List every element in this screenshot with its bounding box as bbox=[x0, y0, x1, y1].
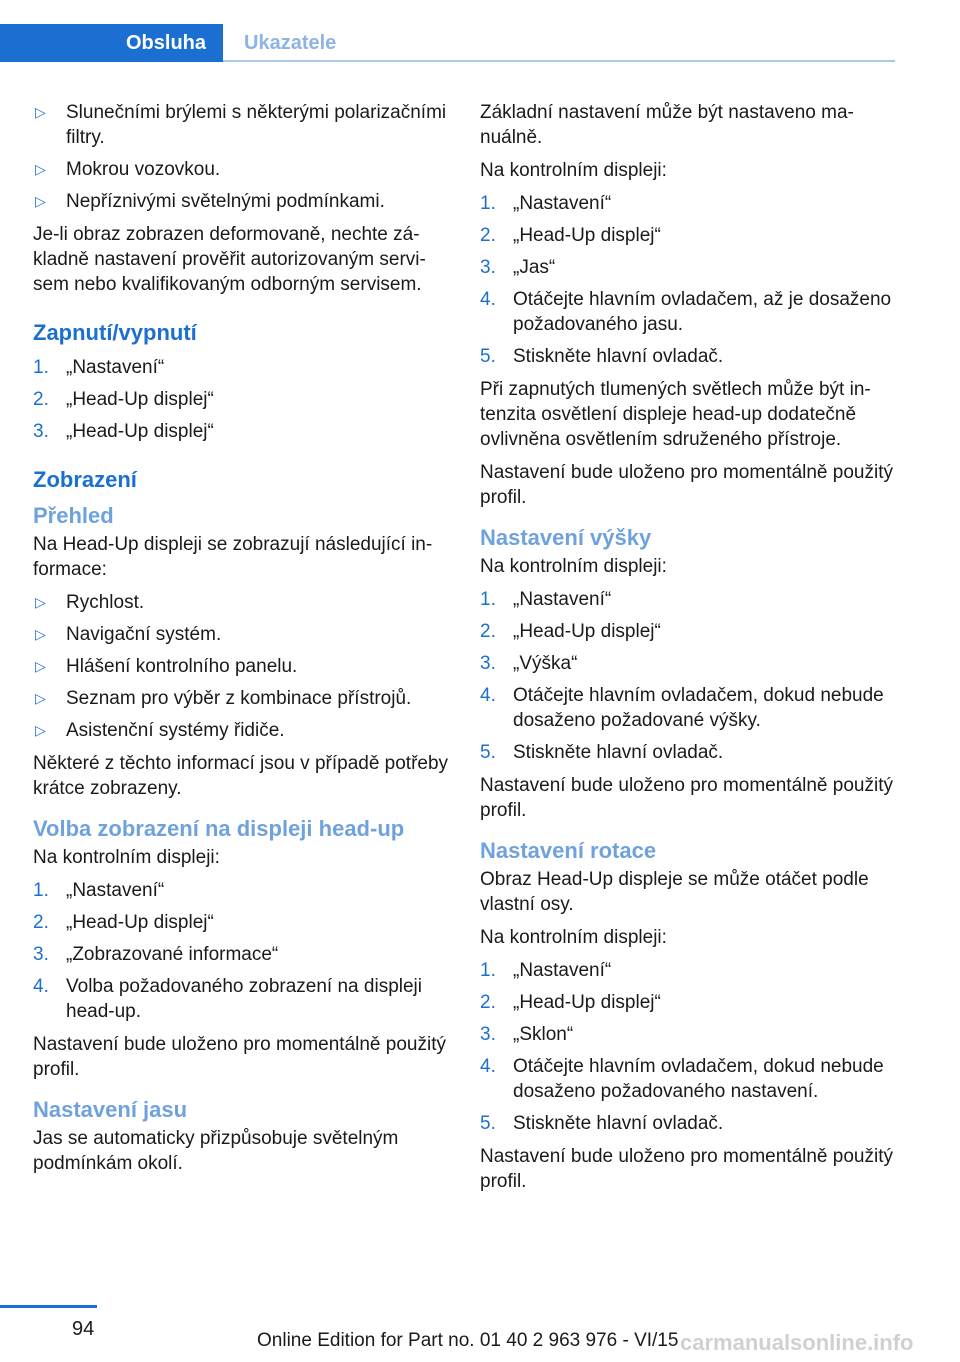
paragraph: Na kontrolním displeji: bbox=[33, 847, 220, 868]
list-item: ▷ Hlášení kontrolního panelu. bbox=[35, 656, 298, 677]
paragraph: Nastavení bude uloženo pro momentálně použitý profil. bbox=[480, 462, 893, 508]
bullet-list-info bbox=[33, 590, 449, 743]
paragraph: Nastavení bude uloženo pro momentálně použitý profil. bbox=[480, 1146, 893, 1192]
steps-choice bbox=[33, 878, 449, 1024]
header-divider bbox=[223, 60, 895, 62]
step-item: 1. „Nastavení“ bbox=[33, 357, 165, 378]
steps-rotation bbox=[480, 958, 896, 1136]
list-item: ▷ Mokrou vozovkou. bbox=[35, 159, 221, 180]
step-item: 2. „Head-Up displej“ bbox=[480, 621, 661, 642]
paragraph: Při zapnutých tlumených světlech může být intenzita osvětlení displeje head-up dodatečně ovlivněna osvětlením sdruženého přístroje. bbox=[480, 379, 871, 450]
triangle-right-icon: ▷ bbox=[35, 193, 46, 209]
subsection-heading: Nastavení výšky bbox=[480, 525, 652, 550]
watermark: carmanualsonline.info bbox=[680, 1330, 914, 1355]
step-item: 1. „Nastavení“ bbox=[480, 589, 612, 610]
footer-divider bbox=[0, 1305, 97, 1308]
page-number: 94 bbox=[72, 1318, 95, 1340]
step-item: 1. „Nastavení“ bbox=[480, 960, 612, 981]
step-item: 3. „Head-Up displej“ bbox=[33, 421, 214, 442]
list-item: ▷ Navigační systém. bbox=[35, 624, 222, 645]
paragraph: Je-li obraz zobrazen deformovaně, nechte základně nastavení prověřit autorizovaným servisem nebo kvalifikovaným odborným servisem. bbox=[33, 224, 426, 295]
paragraph: Nastavení bude uloženo pro momentálně použitý profil. bbox=[33, 1034, 446, 1080]
paragraph: Některé z těchto informací jsou v případě potřeby krátce zobrazeny. bbox=[33, 753, 449, 799]
step-item: 4. Volba požadovaného zobrazení na displeji head-up. bbox=[33, 976, 422, 1022]
triangle-right-icon: ▷ bbox=[35, 722, 46, 738]
step-item: 3. „Jas“ bbox=[480, 257, 556, 278]
triangle-right-icon: ▷ bbox=[35, 658, 46, 674]
triangle-right-icon: ▷ bbox=[35, 690, 46, 706]
step-item: 2. „Head-Up displej“ bbox=[33, 912, 214, 933]
paragraph: Na kontrolním displeji: bbox=[480, 927, 667, 948]
steps-brightness bbox=[480, 191, 896, 369]
triangle-right-icon: ▷ bbox=[35, 104, 46, 120]
header-tabs bbox=[0, 24, 895, 62]
steps-height bbox=[480, 587, 896, 765]
step-item: 5. Stiskněte hlavní ovladač. bbox=[480, 742, 724, 763]
step-item: 5. Stiskněte hlavní ovladač. bbox=[480, 1113, 724, 1134]
triangle-right-icon: ▷ bbox=[35, 594, 46, 610]
edition-text: Online Edition for Part no. 01 40 2 963 976 - VI/15 bbox=[257, 1330, 679, 1351]
step-item: 5. Stiskněte hlavní ovladač. bbox=[480, 346, 724, 367]
paragraph: Jas se automaticky přizpůsobuje světelným podmínkám okolí. bbox=[33, 1128, 399, 1174]
step-item: 4. Otáčejte hlavním ovladačem, dokud nebude dosaženo požadovaného nastavení. bbox=[480, 1056, 884, 1102]
paragraph: Na kontrolním displeji: bbox=[480, 160, 667, 181]
step-item: 3. „Výška“ bbox=[480, 653, 578, 674]
steps-onoff bbox=[33, 355, 449, 444]
triangle-right-icon: ▷ bbox=[35, 161, 46, 177]
step-item: 4. Otáčejte hlavním ovladačem, dokud nebude dosaženo požadované výšky. bbox=[480, 685, 884, 731]
step-item: 3. „Sklon“ bbox=[480, 1024, 574, 1045]
paragraph: Na kontrolním displeji: bbox=[480, 556, 667, 577]
tab-ukazatele[interactable]: Ukazatele bbox=[244, 31, 337, 54]
list-item: ▷ Nepříznivými světelnými podmínkami. bbox=[35, 191, 385, 212]
step-item: 4. Otáčejte hlavním ovladačem, až je dosaženo požadovaného jasu. bbox=[480, 289, 892, 335]
triangle-right-icon: ▷ bbox=[35, 626, 46, 642]
paragraph: Na Head-Up displeji se zobrazují následující informace: bbox=[33, 534, 433, 580]
subsection-heading: Nastavení rotace bbox=[480, 838, 657, 863]
step-item: 3. „Zobrazované informace“ bbox=[33, 944, 279, 965]
subsection-heading: Nastavení jasu bbox=[33, 1097, 188, 1122]
list-item: ▷ Seznam pro výběr z kombinace přístrojů. bbox=[35, 688, 412, 709]
paragraph: Obraz Head-Up displeje se může otáčet podle vlastní osy. bbox=[480, 869, 869, 915]
step-item: 1. „Nastavení“ bbox=[480, 193, 612, 214]
subsection-heading: Volba zobrazení na displeji head-up bbox=[33, 816, 405, 841]
subsection-heading: Přehled bbox=[33, 503, 114, 528]
bullet-list-conditions bbox=[33, 100, 449, 214]
step-item: 2. „Head-Up displej“ bbox=[33, 389, 214, 410]
list-item: ▷ Asistenční systémy řidiče. bbox=[35, 720, 285, 741]
list-item: ▷ Slunečními brýlemi s některými polarizačními filtry. bbox=[35, 102, 447, 148]
section-heading: Zapnutí/vypnutí bbox=[33, 320, 197, 345]
paragraph: Základní nastavení může být nastaveno manuálně. bbox=[480, 102, 854, 148]
tab-obsluha[interactable]: Obsluha bbox=[0, 24, 223, 62]
left-column bbox=[33, 100, 449, 1184]
list-item: ▷ Rychlost. bbox=[35, 592, 145, 613]
right-column bbox=[480, 100, 896, 1202]
section-heading: Zobrazení bbox=[33, 467, 137, 492]
step-item: 2. „Head-Up displej“ bbox=[480, 225, 661, 246]
paragraph: Nastavení bude uloženo pro momentálně použitý profil. bbox=[480, 775, 893, 821]
step-item: 1. „Nastavení“ bbox=[33, 880, 165, 901]
step-item: 2. „Head-Up displej“ bbox=[480, 992, 661, 1013]
